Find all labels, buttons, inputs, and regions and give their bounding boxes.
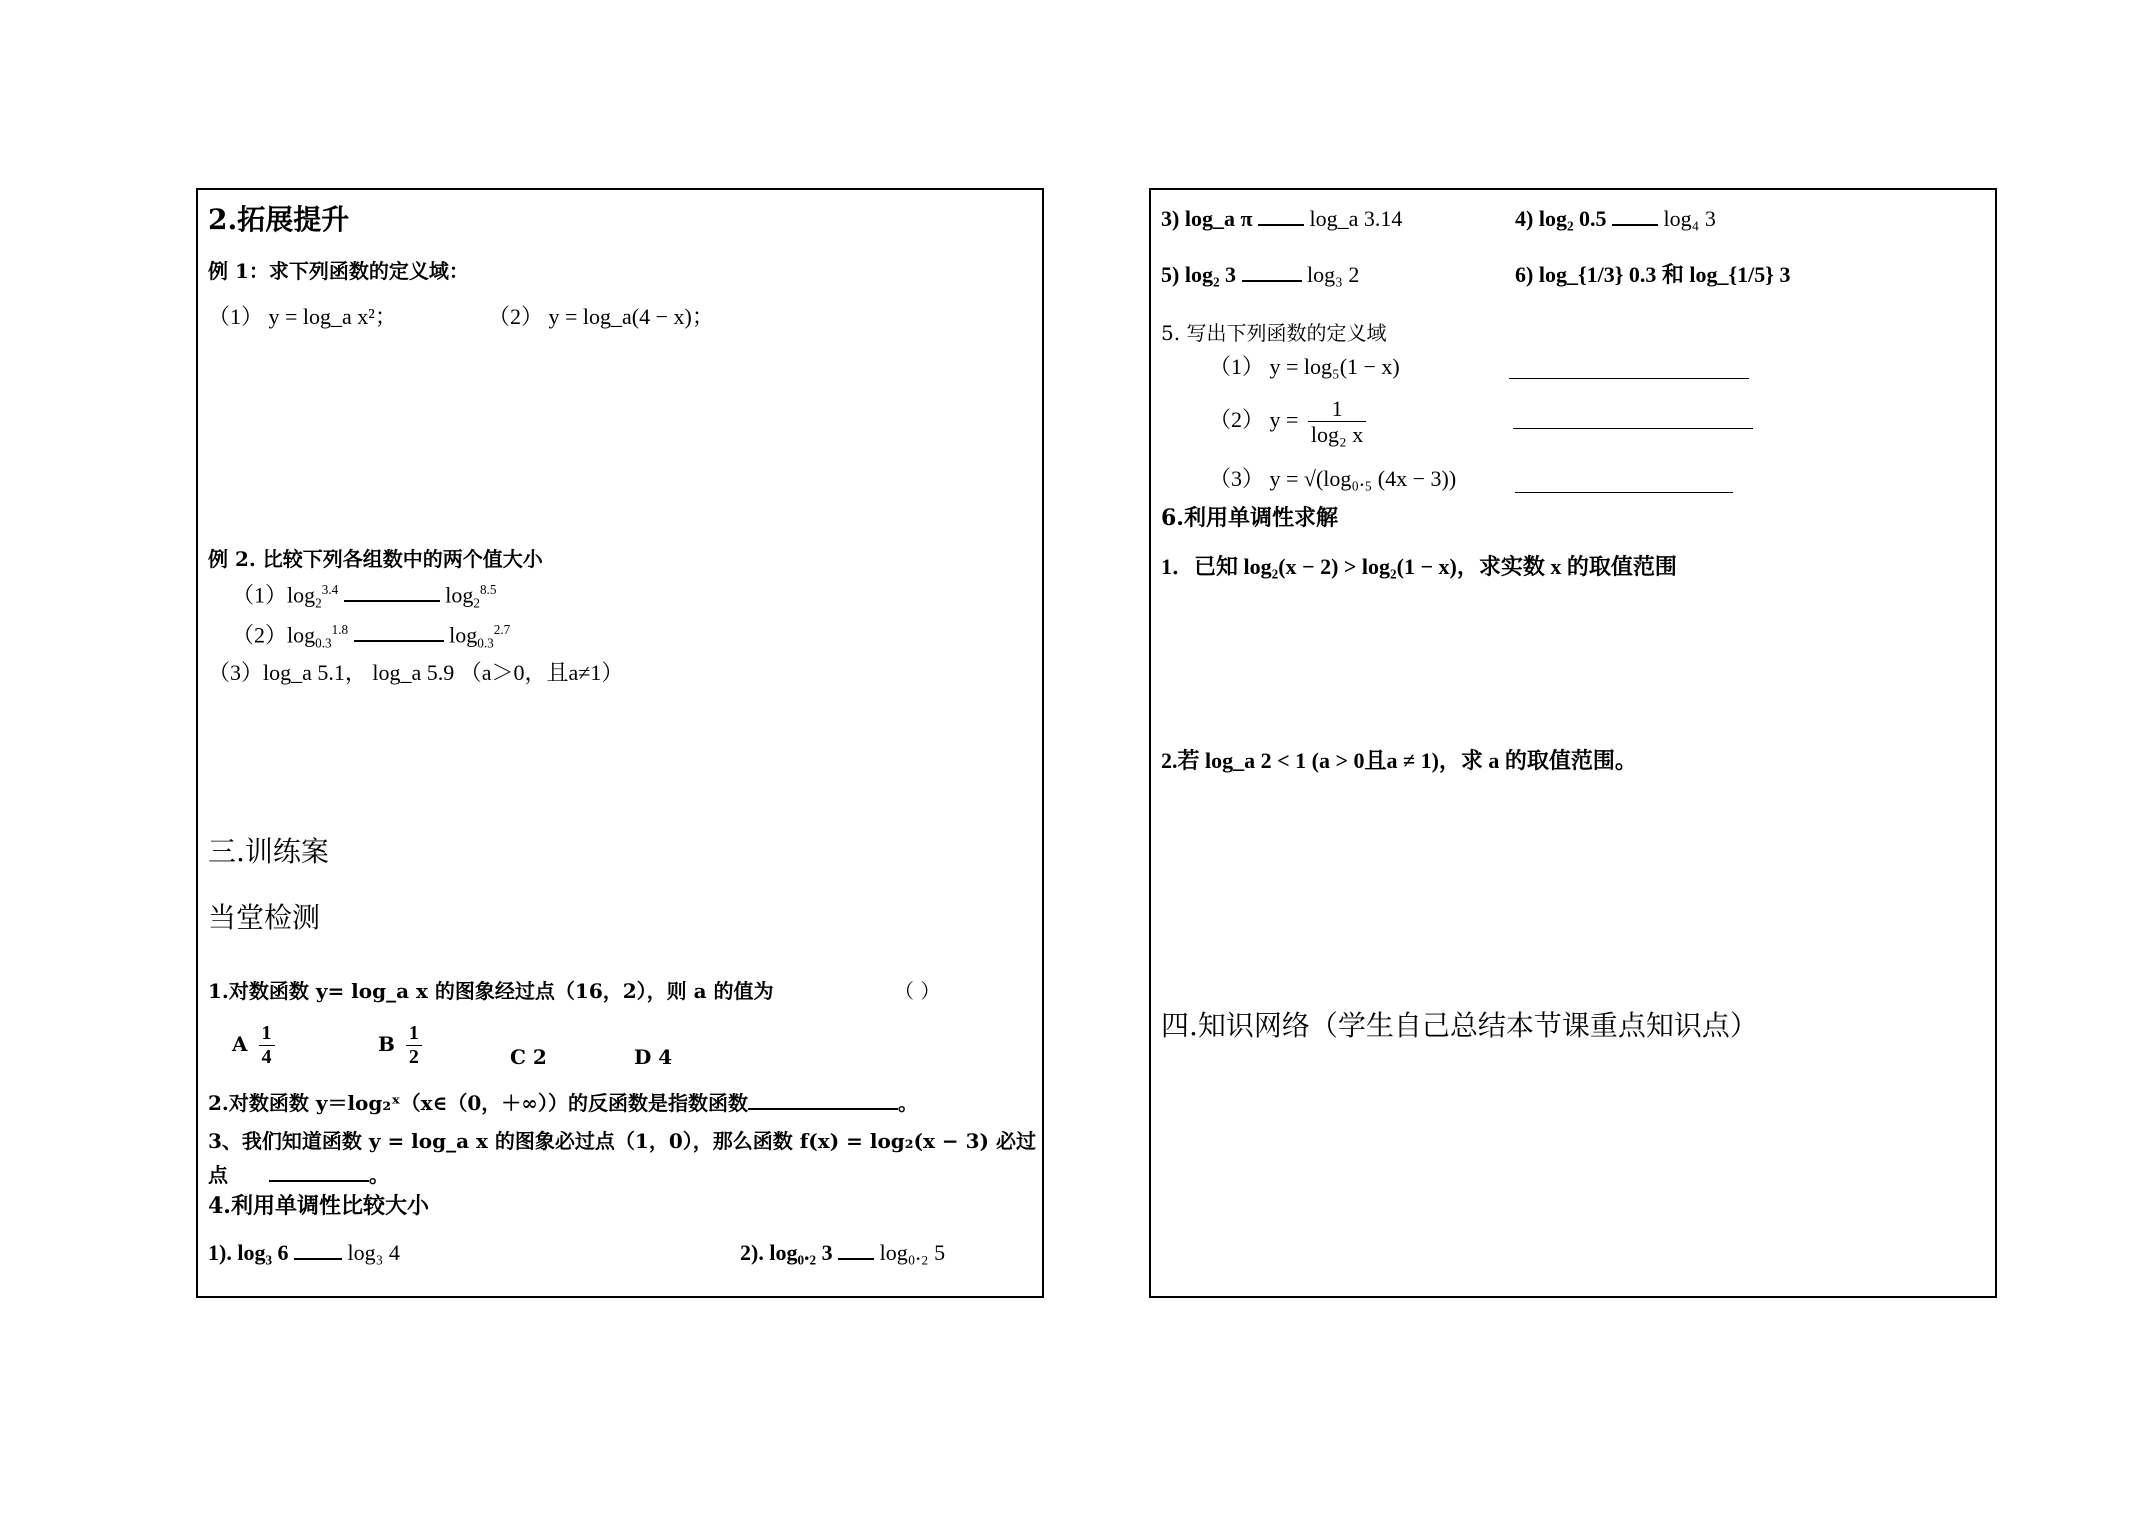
quiz-question4-item1: 1). log₃ 6 log₃ 4 [208, 1240, 400, 1265]
question5-title: 5. 写出下列函数的定义域 [1161, 321, 1387, 345]
section-heading-network: 四.知识网络（学生自己总结本节课重点知识点） [1161, 1009, 1758, 1042]
option-a: A $\frac{1}{4}$ [232, 1022, 279, 1069]
compare-item4: 4) log₂ 0.5 log₄ 3 [1515, 206, 1716, 231]
compare-item3: 3) log_a π log_a 3.14 [1161, 206, 1403, 231]
section-heading-expand: 2.拓展提升 [208, 203, 350, 236]
question5-answer-line2 [1513, 428, 1753, 429]
question5-answer-line1 [1509, 378, 1749, 379]
quiz-question3-line2: 点 。 [208, 1163, 389, 1187]
question5-answer-line3 [1515, 492, 1733, 493]
quiz-question3: 3、我们知道函数 y = log_a x 的图象必过点（1，0），那么函数 f(x) = log₂(x − 3) 必过 [208, 1129, 1036, 1153]
quiz-question1-answer-paren: （ ） [894, 979, 941, 1003]
compare-item6: 6) log_{1/3} 0.3 和 log_{1/5} 3 [1515, 262, 1791, 287]
left-page [196, 188, 1044, 1298]
example2-question3: （3）log_a 5.1， log_a 5.9 （a＞0，且a≠1） [208, 660, 624, 685]
option-b-fraction: $\frac{1}{2}$ [406, 1022, 422, 1069]
option-c: C 2 [510, 1045, 547, 1069]
question6-item1: 1．已知 log₂(x − 2) > log₂(1 − x)，求实数 x 的取值范围 [1161, 554, 1677, 579]
quiz-question4-title: 4.利用单调性比较大小 [208, 1193, 429, 1219]
compare-item5: 5) log₂ 3 log₃ 2 [1161, 262, 1360, 287]
option-d: D 4 [634, 1045, 673, 1069]
example1-title: 例 1：求下列函数的定义域： [208, 259, 469, 283]
section-heading-training: 三.训练案 [208, 835, 329, 868]
section-heading-check: 当堂检测 [208, 901, 321, 934]
option-a-fraction: $\frac{1}{4}$ [259, 1022, 275, 1069]
example2-title: 例 2. 比较下列各组数中的两个值大小 [208, 547, 543, 571]
quiz-question4-item2: 2). log₀.₂ 3 log₀.₂ 5 [740, 1240, 946, 1265]
question5-item1: （1） y = log₅(1 − x) [1209, 354, 1400, 379]
question6-item2: 2.若 log_a 2 < 1 (a > 0且a ≠ 1)，求 a 的取值范围。 [1161, 748, 1637, 773]
example2-question1: $(1)\log_2^{3.4}$ $\log_2^{8.5}$ [232, 582, 497, 611]
option-b: B $\frac{1}{2}$ [378, 1022, 426, 1069]
example2-question2: $(2)\log_{0.3}^{1.8}$ $\log_{0.3}^{2.7}$ [232, 622, 511, 651]
right-page [1149, 188, 1997, 1298]
question5-item2-fraction: $\frac{1}{\text{log₂ x}}$ [1308, 396, 1366, 448]
example1-question2: （2） y = log_a(4 − x)； [488, 304, 714, 329]
question5-item3: （3） y = √(log₀.₅ (4x − 3)) [1209, 466, 1457, 491]
quiz-question2: 2.对数函数 y＝log₂ˣ（x∈（0，＋∞））的反函数是指数函数 。 [208, 1091, 918, 1115]
quiz-question1: 1.对数函数 y= log_a x 的图象经过点（16，2），则 a 的值为 [208, 979, 774, 1003]
question6-title: 6.利用单调性求解 [1161, 505, 1338, 531]
example1-question1: （1） y = log_a x²； [208, 304, 397, 329]
question5-item2: （2） y = $\frac{1}{\text{log₂ x}}$ [1209, 396, 1370, 448]
